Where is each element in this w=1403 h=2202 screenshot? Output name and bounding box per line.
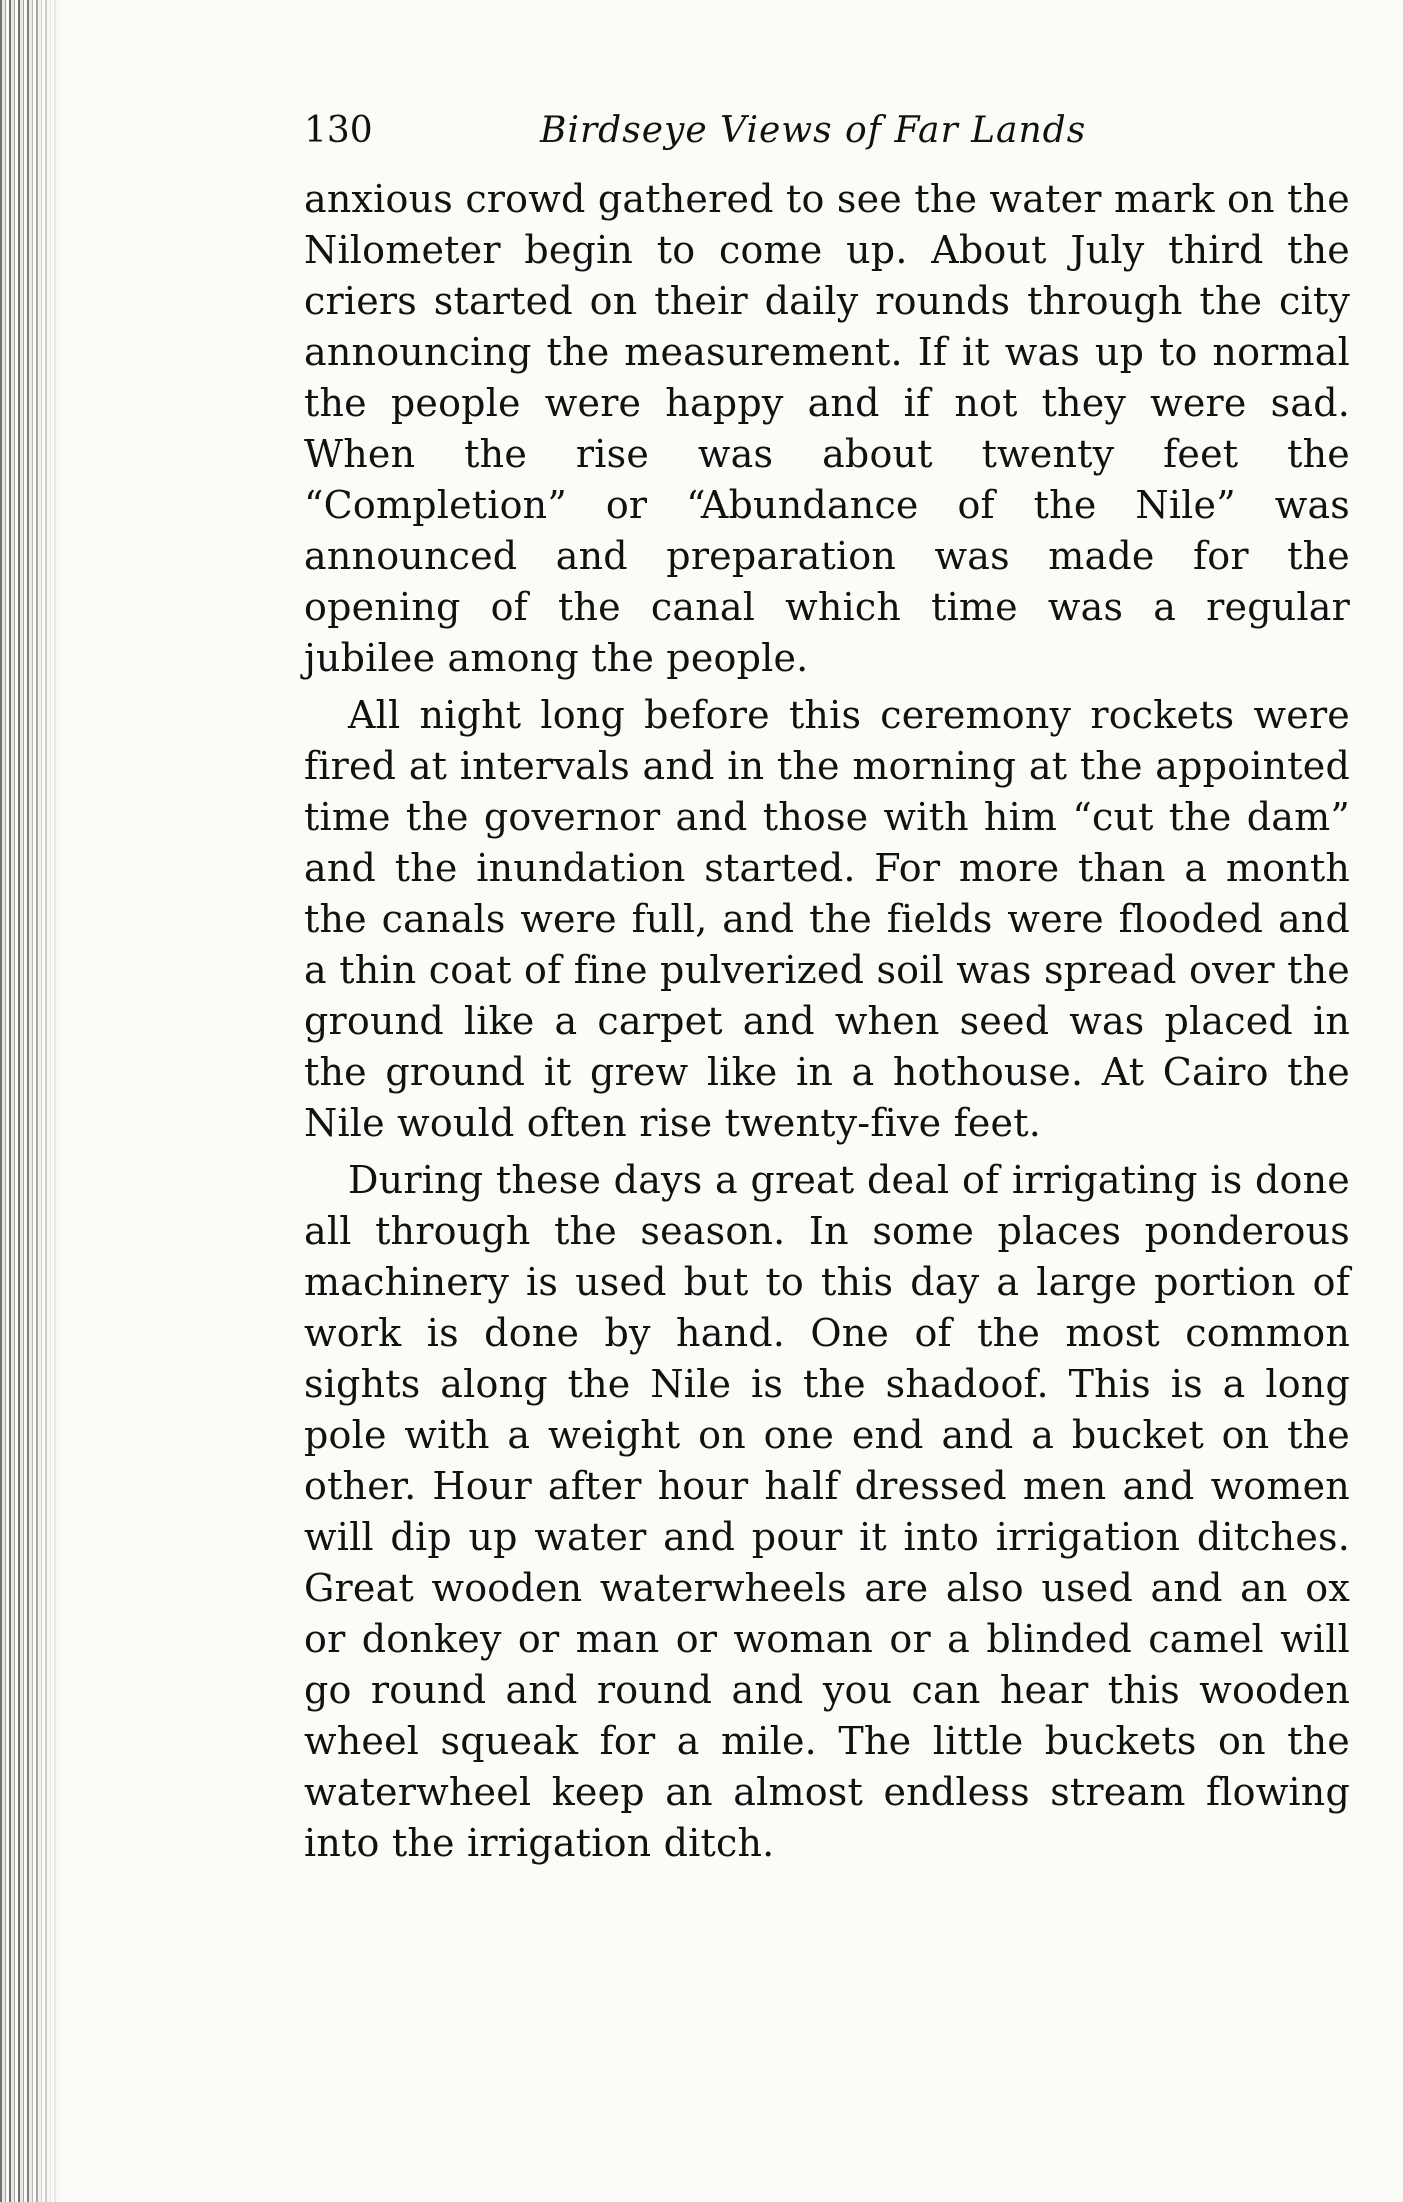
page-number: 130 — [304, 110, 373, 151]
paragraph-1: anxious crowd gathered to see the water mark on the Nilometer begin to come up. About July third the criers started on their daily rounds through the city announcing the measurement. If it was up to normal the people were happy and if not they were sad. When the rise was about twenty feet the “Completion” or “Abundance of the Nile” was announced and preparation was made for the opening of the canal which time was a regular jubilee among the people. — [304, 177, 1350, 680]
running-title: Birdseye Views of Far Lands — [540, 110, 1087, 151]
paragraph-3: During these days a great deal of irrigating is done all through the season. In some places ponderous machinery is used but to this day a large portion of work is done by hand. One of the most common sights along the Nile is the shadoof. This is a long pole with a weight on one end and a bucket on the other. Hour after hour half dressed men and women will dip up water and pour it into irrigation ditches. Great wooden waterwheels are also used and an ox or donkey or man or woman or a blinded camel will go round and round and you can hear this wooden wheel squeak for a mile. The little buckets on the waterwheel keep an almost endless stream flowing into the irrigation ditch. — [304, 1158, 1350, 1865]
body-text — [304, 174, 1350, 1869]
book-page — [304, 110, 1350, 1869]
running-head — [304, 110, 1350, 170]
paragraph-2: All night long before this ceremony rockets were fired at intervals and in the morning at the appointed time the governor and those with him “cut the dam” and the inundation started. For more than a month the canals were full, and the fields were flooded and a thin coat of fine pulverized soil was spread over the ground like a carpet and when seed was placed in the ground it grew like in a hothouse. At Cairo the Nile would often rise twenty-five feet. — [304, 693, 1350, 1145]
book-binding-edge — [0, 0, 62, 2202]
